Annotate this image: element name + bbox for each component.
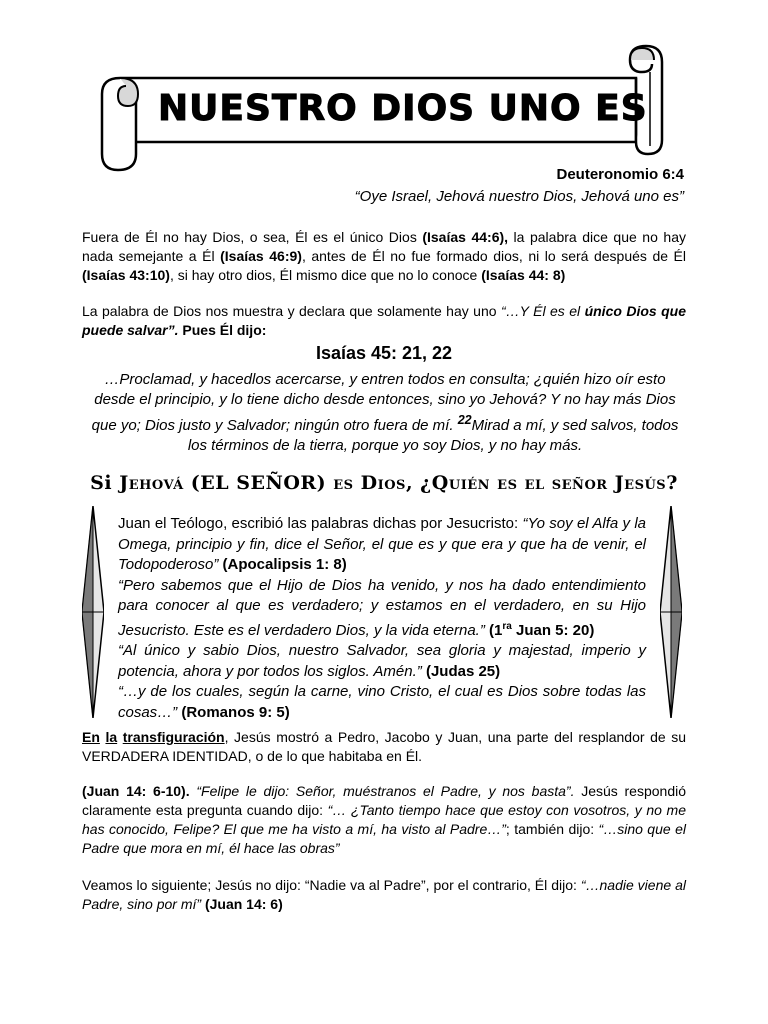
- reference-title: Deuteronomio 6:4: [556, 166, 684, 183]
- text-bold: Pues Él dijo:: [178, 322, 267, 338]
- right-diamond-ornament-icon: [660, 506, 682, 718]
- quote-emphasis: único Dios que puede salvar”.: [82, 303, 686, 338]
- paragraph-transfiguration: [82, 728, 686, 766]
- left-diamond-ornament-icon: [82, 506, 104, 718]
- underlined-text: la: [105, 729, 118, 745]
- bible-ref: (Apocalipsis 1: 8): [218, 556, 347, 573]
- text: Jehová: [119, 472, 184, 494]
- text: (EL SEÑOR): [183, 472, 334, 494]
- verse-apocalipsis: [118, 514, 646, 576]
- bible-ref: (Romanos 9: 5): [177, 703, 290, 721]
- quote: “…sino que el Padre que mora en mí, él hace las obras”: [82, 821, 686, 856]
- quote: “…Y Él es el: [500, 303, 585, 319]
- bible-ref: Juan 5: 20): [511, 621, 595, 639]
- bible-ref: (Juan 14: 6): [201, 896, 283, 912]
- underlined-text: En: [82, 729, 100, 745]
- passage-text: Mirad a mí, y sed salvos, todos los términos de la tierra, porque yo soy Dios, y no hay más.: [187, 417, 679, 454]
- bible-ref: (Juan 14: 6-10).: [82, 783, 190, 799]
- page-title: NUESTRO DIOS UNO ES: [158, 88, 648, 129]
- text: , Jesús mostró a Pedro, Jacobo y Juan, una parte del resplandor de su VERDADERA IDENTIDAD, o de lo que habitaba en Él.: [82, 729, 687, 764]
- bible-ref: (Isaías 44: 8): [481, 267, 566, 283]
- text: La palabra de Dios nos muestra y declara que solamente hay uno: [82, 303, 501, 319]
- bible-ref: (Isaías 44:6),: [422, 229, 509, 245]
- bible-ref: (Isaías 46:9): [220, 248, 302, 264]
- text: Veamos lo siguiente; Jesús no dijo: “Nadie va al Padre”, por el contrario, Él dijo:: [82, 877, 581, 893]
- bible-ref: (Isaías 43:10): [82, 267, 170, 283]
- text: , si hay otro dios, Él mismo dice que no lo conoce: [169, 267, 482, 283]
- passage-text: …Proclamad, y hacedlos acercarse, y entren todos en consulta; ¿quién hizo oír esto desde el principio, y lo tiene dicho desde entonces, sino yo Jehová? Y no hay más Dios que yo; Dios justo y Salvador; ningún otro fuera de mí.: [91, 371, 676, 434]
- paragraph-juan-14: [82, 782, 686, 858]
- quote: “Pero sabemos que el Hijo de Dios ha venido, y nos ha dado entendimiento para conocer al que es verdadero; y estamos en el verdadero, en su Hijo Jesucristo. Este es el verdadero Dios, y la vida eterna.”: [118, 576, 646, 639]
- text: ; también dijo:: [505, 821, 599, 837]
- text: es Dios, ¿Quién es el señor Jesús?: [333, 472, 678, 494]
- verse-number: 22: [457, 413, 472, 427]
- quote: “…nadie viene al Padre, sino por mí”: [82, 877, 686, 912]
- text: Si: [90, 472, 120, 494]
- text: Jesús respondió claramente esta pregunta cuando dijo:: [82, 783, 686, 818]
- verse-judas: [118, 641, 646, 682]
- ordinal-suffix: ra: [502, 620, 512, 632]
- quoted-verses-box: [118, 514, 646, 723]
- underlined-text: transfiguración: [122, 729, 225, 745]
- paragraph-nadie-va-al-padre: [82, 876, 686, 914]
- text: la palabra dice que no hay nada semejante a Él: [82, 229, 686, 264]
- quote: “Felipe le dijo: Señor, muéstranos el Padre, y nos basta”.: [189, 783, 575, 799]
- text: Juan el Teólogo, escribió las palabras dichas por Jesucristo:: [118, 515, 523, 532]
- text: Fuera de Él no hay Dios, o sea, Él es el único Dios: [82, 229, 423, 245]
- quote: “… ¿Tanto tiempo hace que estoy con vosotros, y no me has conocido, Felipe? El que me ha visto a mí, ha visto al Padre…”: [82, 802, 686, 837]
- bible-ref: (1: [484, 621, 503, 639]
- section-question-heading: [0, 472, 768, 494]
- bible-ref: (Judas 25): [421, 662, 501, 680]
- paragraph-one: [82, 228, 686, 285]
- verse-1-juan: [118, 576, 646, 642]
- isaias-heading: Isaías 45: 21, 22: [315, 343, 453, 363]
- scripture-reference: [355, 166, 684, 205]
- text: , antes de Él no fue formado dios, ni lo será después de Él: [301, 248, 687, 264]
- isaias-passage: [90, 370, 680, 456]
- quote: “Al único y sabio Dios, nuestro Salvador, sea gloria y majestad, imperio y potencia, ahora y por todos los siglos. Amén.”: [118, 642, 646, 680]
- paragraph-two: [82, 302, 686, 340]
- quote: “Yo soy el Alfa y la Omega, principio y fin, dice el Señor, el que es y que era y que ha de venir, el Todopoderoso”: [118, 515, 646, 573]
- quote: “…y de los cuales, según la carne, vino Cristo, el cual es Dios sobre todas las cosas…”: [118, 683, 646, 721]
- verse-romanos: [118, 682, 646, 723]
- reference-quote: “Oye Israel, Jehová nuestro Dios, Jehová uno es”: [354, 188, 684, 205]
